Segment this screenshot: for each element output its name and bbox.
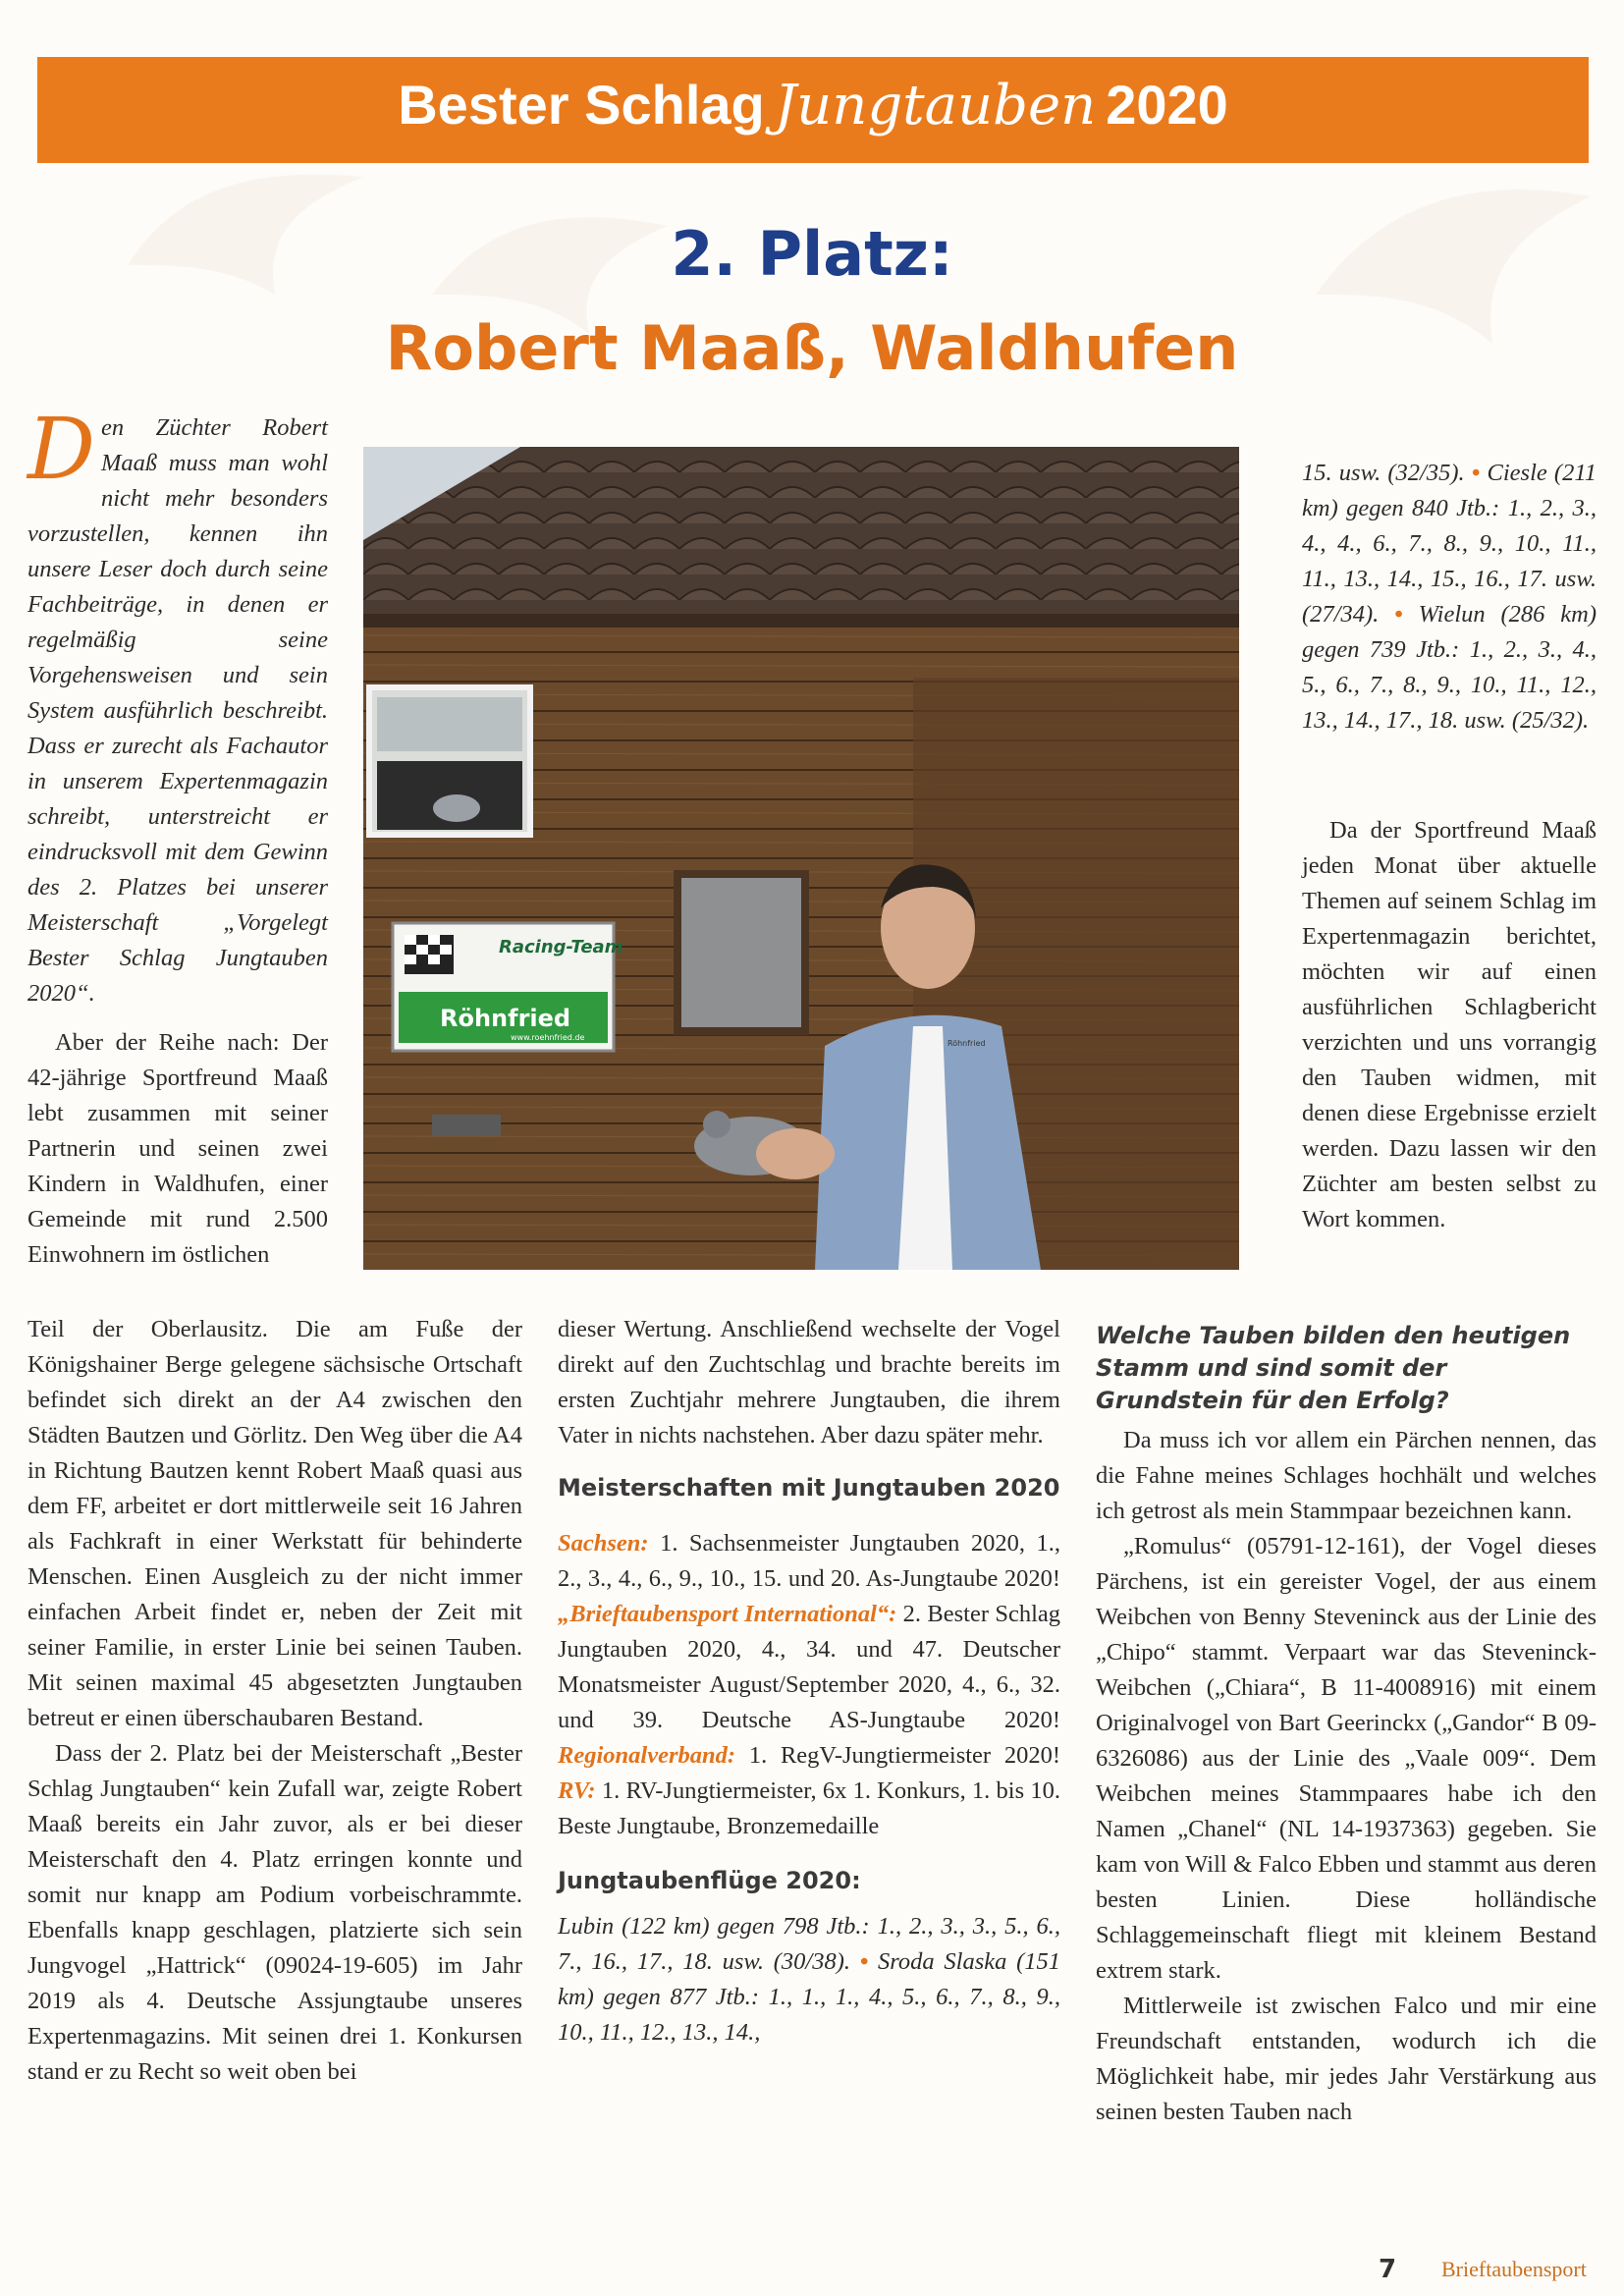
intro-text: en Züchter Robert Maaß muss man wohl nicht mehr besonders vorzustellen, kennen ihn unsere Leser doch durch seine Fachbeiträge, in denen er regelmäßig seine Vorgehensweisen und sein System ausführlich beschreibt. Dass er zurecht als Fachautor in unserem Expertenmagazin schreibt, unterstreicht er eindrucksvoll mit dem Gewinn des 2. Platzes bei unserer Meisterschaft „Vorgelegt Bester Schlag Jungtauben 2020“. [27,414,328,1007]
rv2-text: 1. RV-Jungtiermeister, 6x 1. Konkurs, 1. bis 10. Beste Jungtaube, Bronzemedaille [558,1777,1060,1839]
paragraph-answer-2: „Romulus“ (05791-12-161), der Vogel dieses Pärchens, ist ein gereister Vogel, der aus einem Weibchen von Benny Steveninck aus der Linie des „Chipo“ stammt. Verpaart war das Steveninck-Weibchen („Chiara“, B 11-4008916) mit einem Originalvogel von Bart Geerinckx („Gandor“ B 09-6326086) aus der Linie des „Vaale 009“. Dem Weibchen meines Stammpaares habe ich den Namen „Chanel“ (NL 14-1937363) gegeben. Sie kam von Will & Falco Ebben und stammt aus deren besten Linien. Diese holländische Schlaggemeinschaft fliegt mit kleinem Bestand extrem stark. [1096,1533,1597,1984]
flight-wielun: Wielun (286 km) gegen 739 Jtb.: 1., 2., 3., 4., 5., 6., 7., 8., 9., 10., 11., 12., 13., 14., 17., 18. usw. (25/32). [1302,601,1597,734]
championships-heading: Meisterschaften mit Jungtauben 2020 [558,1474,1060,1502]
bullet-dot: • [1471,460,1481,486]
section-banner [37,57,1589,163]
paragraph-answer-1: Da muss ich vor allem ein Pärchen nennen, das die Fahne meines Schlages hochhält und welches ich getrost als mein Stammpaar bezeichnen kann. [1096,1427,1597,1524]
shirt-logo: Röhnfried [947,1039,986,1048]
sachsen-label: Sachsen: [558,1530,649,1557]
column-1-intro [27,401,328,1011]
flight-sroda: Sroda Slaska (151 km) gegen 877 Jtb.: 1., 1., 1., 4., 5., 6., 7., 8., 9., 10., 11., 12., 13., 14., [558,1948,1060,2046]
flight-results-cont [1302,456,1597,738]
banner-title-script: Jungtauben [774,74,1097,137]
intro-paragraph [27,401,328,1011]
breeder-name-title: Robert Maaß, Waldhufen [385,312,1239,384]
paragraph-breeding: dieser Wertung. Anschließend wechselte der Vogel direkt auf den Zuchtschlag und brachte bereits im ersten Zuchtjahr mehrere Jungtauben, die ihrem Vater in nichts nachstehen. Aber dazu später mehr. [558,1316,1060,1449]
paragraph-intro-interview: Da der Sportfreund Maaß jeden Monat über aktuelle Themen auf seinem Schlag im Expertenmagazin berichtet, möchten wir auf einen ausführlichen Schlagbericht verzichten und uns vorrangig den Tauben widmen, mit denen diese Ergebnisse erzielt werden. Dazu lassen wir den Züchter am besten selbst zu Wort kommen. [1302,817,1597,1232]
page-number: 7 [1379,2255,1397,2284]
rv-label: Regionalverband: [558,1742,736,1769]
sachsen-text: 1. Sachsenmeister Jungtauben 2020, 1., 2., 3., 4., 6., 9., 10., 15. und 20. As-Jungtaube 2020! [558,1530,1060,1592]
bullet-dot: • [1394,601,1403,628]
flight-lubin: Lubin (122 km) gegen 798 Jtb.: 1., 2., 3., 3., 5., 6., 7., 16., 17., 18. usw. (30/38). [558,1913,1060,1975]
column-3-bottom [1096,1320,1597,2130]
banner-title-left: Bester Schlag [398,74,765,136]
sign-url-text: www.roehnfried.de [511,1033,585,1042]
breeder-photo [363,447,1239,1270]
interview-question: Welche Tauben bilden den heutigen Stamm und sind somit der Grundstein für den Erfolg? [1096,1322,1571,1414]
column-2 [558,1312,1060,2050]
rv-text: 1. RegV-Jungtiermeister 2020! [748,1742,1060,1769]
paragraph-answer-3: Mittlerweile ist zwischen Falco und mir eine Freundschaft entstanden, wodurch ich die Möglichkeit habe, mir jedes Jahr Verstärkung aus seinen besten Tauben nach [1096,1993,1597,2125]
column-1-bottom [27,1312,522,2090]
flights-heading: Jungtaubenflüge 2020: [558,1867,861,1894]
placement-title: 2. Platz: [671,218,953,290]
column-3-results [1302,456,1597,738]
drop-cap: D [27,401,95,499]
flight-sroda-cont: 15. usw. (32/35). [1302,460,1465,486]
flight-results [558,1909,1060,2050]
magazine-name: Brieftaubensport [1441,2257,1587,2281]
sign-racing-text: Racing-Team [499,937,623,957]
banner-title [37,73,1589,137]
sign-brand-text: Röhnfried [440,1005,571,1032]
column-1-paragraph-2 [27,1025,328,1273]
bullet-dot: • [859,1948,869,1975]
banner-title-year: 2020 [1106,74,1228,136]
paragraph-residence: Aber der Reihe nach: Der 42-jährige Sportfreund Maaß lebt zusammen mit seiner Partnerin und seinen zwei Kindern in Waldhufen, einer Gemeinde mit rund 2.500 Einwohnern im östlichen [27,1029,328,1268]
bi-text: 2. Bester Schlag Jungtauben 2020, 4., 34. und 47. Deutscher Monatsmeister August/September 2020, 4., 6., 32. und 39. Deutsche AS-Jungtaube 2020! [558,1601,1060,1733]
sachsen-result [558,1526,1060,1844]
paragraph-residence-cont: Teil der Oberlausitz. Die am Fuße der Königshainer Berge gelegene sächsische Ortschaft befindet sich direkt an der A4 zwischen den Städten Bautzen und Görlitz. Den Weg über die A4 in Richtung Bautzen kennt Robert Maaß quasi aus dem FF, arbeitet er dort mittlerweile seit 16 Jahren als Fachkraft in einer Werkstatt für behinderte Menschen. Einen Ausgleich zu der nicht immer einfachen Arbeit findet er, neben der Zeit mit seiner Familie, in erster Linie bei seinen Tauben. Mit seinen maximal 45 abgesetzten Jungtauben betreut er einen überschaubaren Bestand. [27,1316,522,1731]
flight-ciesle: Ciesle (211 km) gegen 840 Jtb.: 1., 2., 3., 4., 4., 6., 7., 8., 9., 10., 11., 11., 13., 14., 15., 16., 17. usw. (27/34). [1302,460,1597,628]
rv2-label: RV: [558,1777,596,1804]
paragraph-history: Dass der 2. Platz bei der Meisterschaft „Bester Schlag Jungtauben“ kein Zufall war, zeigte Robert Maaß bereits ein Jahr zuvor, als er bei dieser Meisterschaft den 4. Platz erringen konnte und somit nur knapp am Podium vorbeischrammte. Ebenfalls knapp geschlagen, platzierte sich sein Jungvogel „Hattrick“ (09024-19-605) im Jahr 2019 als 4. Deutsche Assjungtaube unseres Expertenmagazins. Mit seinen drei 1. Konkursen stand er zu Recht so weit oben bei [27,1740,522,2085]
column-3-paragraph [1302,813,1597,1237]
bi-label: „Brieftaubensport International“: [558,1601,897,1627]
